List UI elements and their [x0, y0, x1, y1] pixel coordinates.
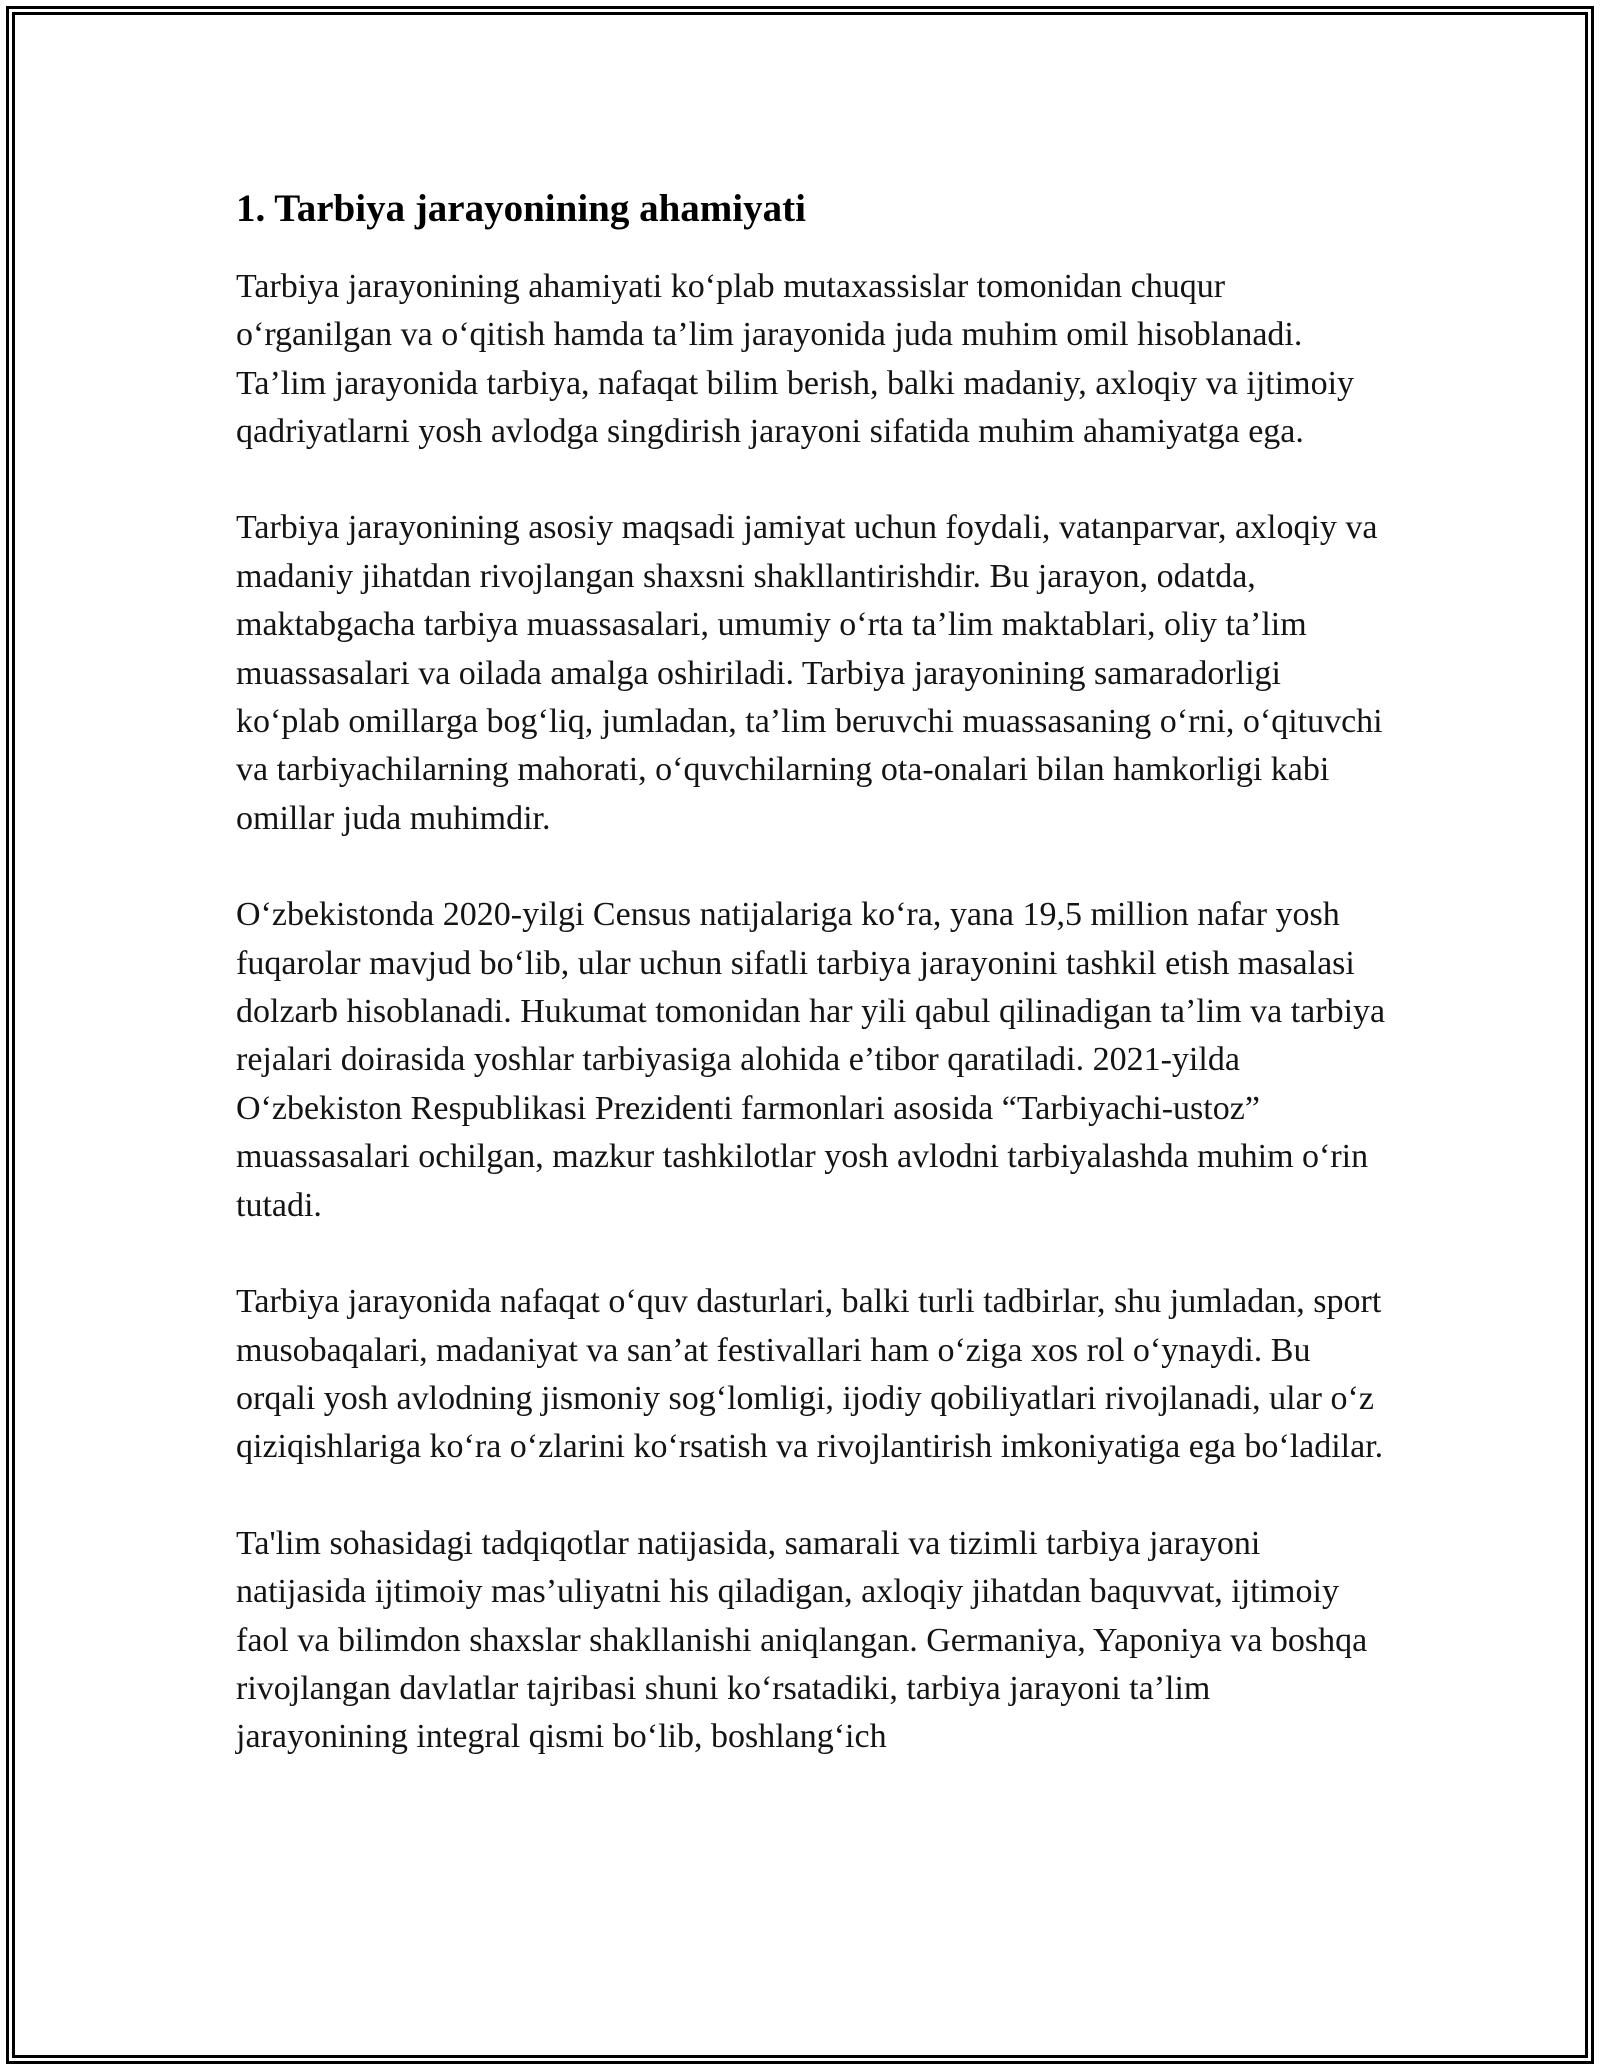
paragraph-1: Tarbiya jarayonining ahamiyati ko‘plab mutaxassislar tomonidan chuqur o‘rganilgan va o‘qitish hamda ta’lim jarayonida juda muhim omil hisoblanadi. Ta’lim jarayonida tarbiya, nafaqat bilim berish, balki madaniy, axloqiy va ijtimoiy qadriyatlarni yosh avlodga singdirish jarayoni sifatida muhim ahamiyatga ega. — [236, 267, 1355, 451]
paragraph-4: Tarbiya jarayonida nafaqat o‘quv dasturlari, balki turli tadbirlar, shu jumladan, sport musobaqalari, madaniyat va san’at festivallari ham o‘ziga xos rol o‘ynaydi. Bu orqali yosh avlodning jismoniy sog‘lomligi, ijodiy qobiliyatlari rivojlanadi, ular o‘z qiziqishlariga ko‘ra o‘zlarini ko‘rsatish va rivojlantirish imkoniyatiga ega bo‘ladilar. — [236, 1283, 1384, 1466]
paragraph-5: Ta'lim sohasidagi tadqiqotlar natijasida, samarali va tizimli tarbiya jarayoni natijasida ijtimoiy mas’uliyatni his qiladigan, axloqiy jihatdan baquvvat, ijtimoiy faol va bilimdon shaxslar shakllanishi aniqlangan. Germaniya, Yaponiya va boshqa rivojlangan davlatlar tajribasi shuni ko‘rsatadiki, tarbiya jarayoni ta’lim jarayonining integral qismi bo‘lib, boshlang‘ich — [236, 1524, 1368, 1756]
section-heading: 1. Tarbiya jarayonining ahamiyati — [236, 187, 806, 230]
paragraph-2: Tarbiya jarayonining asosiy maqsadi jamiyat uchun foydali, vatanparvar, axloqiy va madaniy jihatdan rivojlangan shaxsni shakllantirishdir. Bu jarayon, odatda, maktabgacha tarbiya muassasalari, umumiy o‘rta ta’lim maktablari, oliy ta’lim muassasalari va oilada amalga oshiriladi. Tarbiya jarayonining samaradorligi ko‘plab omillarga bog‘liq, jumladan, ta’lim beruvchi muassasaning o‘rni, o‘qituvchi va tarbiyachilarning mahorati, o‘quvchilarning ota-onalari bilan hamkorligi kabi omillar juda muhimdir. — [236, 509, 1383, 837]
document-body — [236, 186, 1386, 1810]
paragraph-3: O‘zbekistonda 2020-yilgi Census natijalariga ko‘ra, yana 19,5 million nafar yosh fuqarolar mavjud bo‘lib, ular uchun sifatli tarbiya jarayonini tashkil etish masalasi dolzarb hisoblanadi. Hukumat tomonidan har yili qabul qilinadigan ta’lim va tarbiya rejalari doirasida yoshlar tarbiyasiga alohida e’tibor qaratiladi. 2021-yilda O‘zbekiston Respublikasi Prezidenti farmonlari asosida “Tarbiyachi-ustoz” muassasalari ochilgan, mazkur tashkilotlar yosh avlodni tarbiyalashda muhim o‘rin tutadi. — [236, 896, 1386, 1224]
